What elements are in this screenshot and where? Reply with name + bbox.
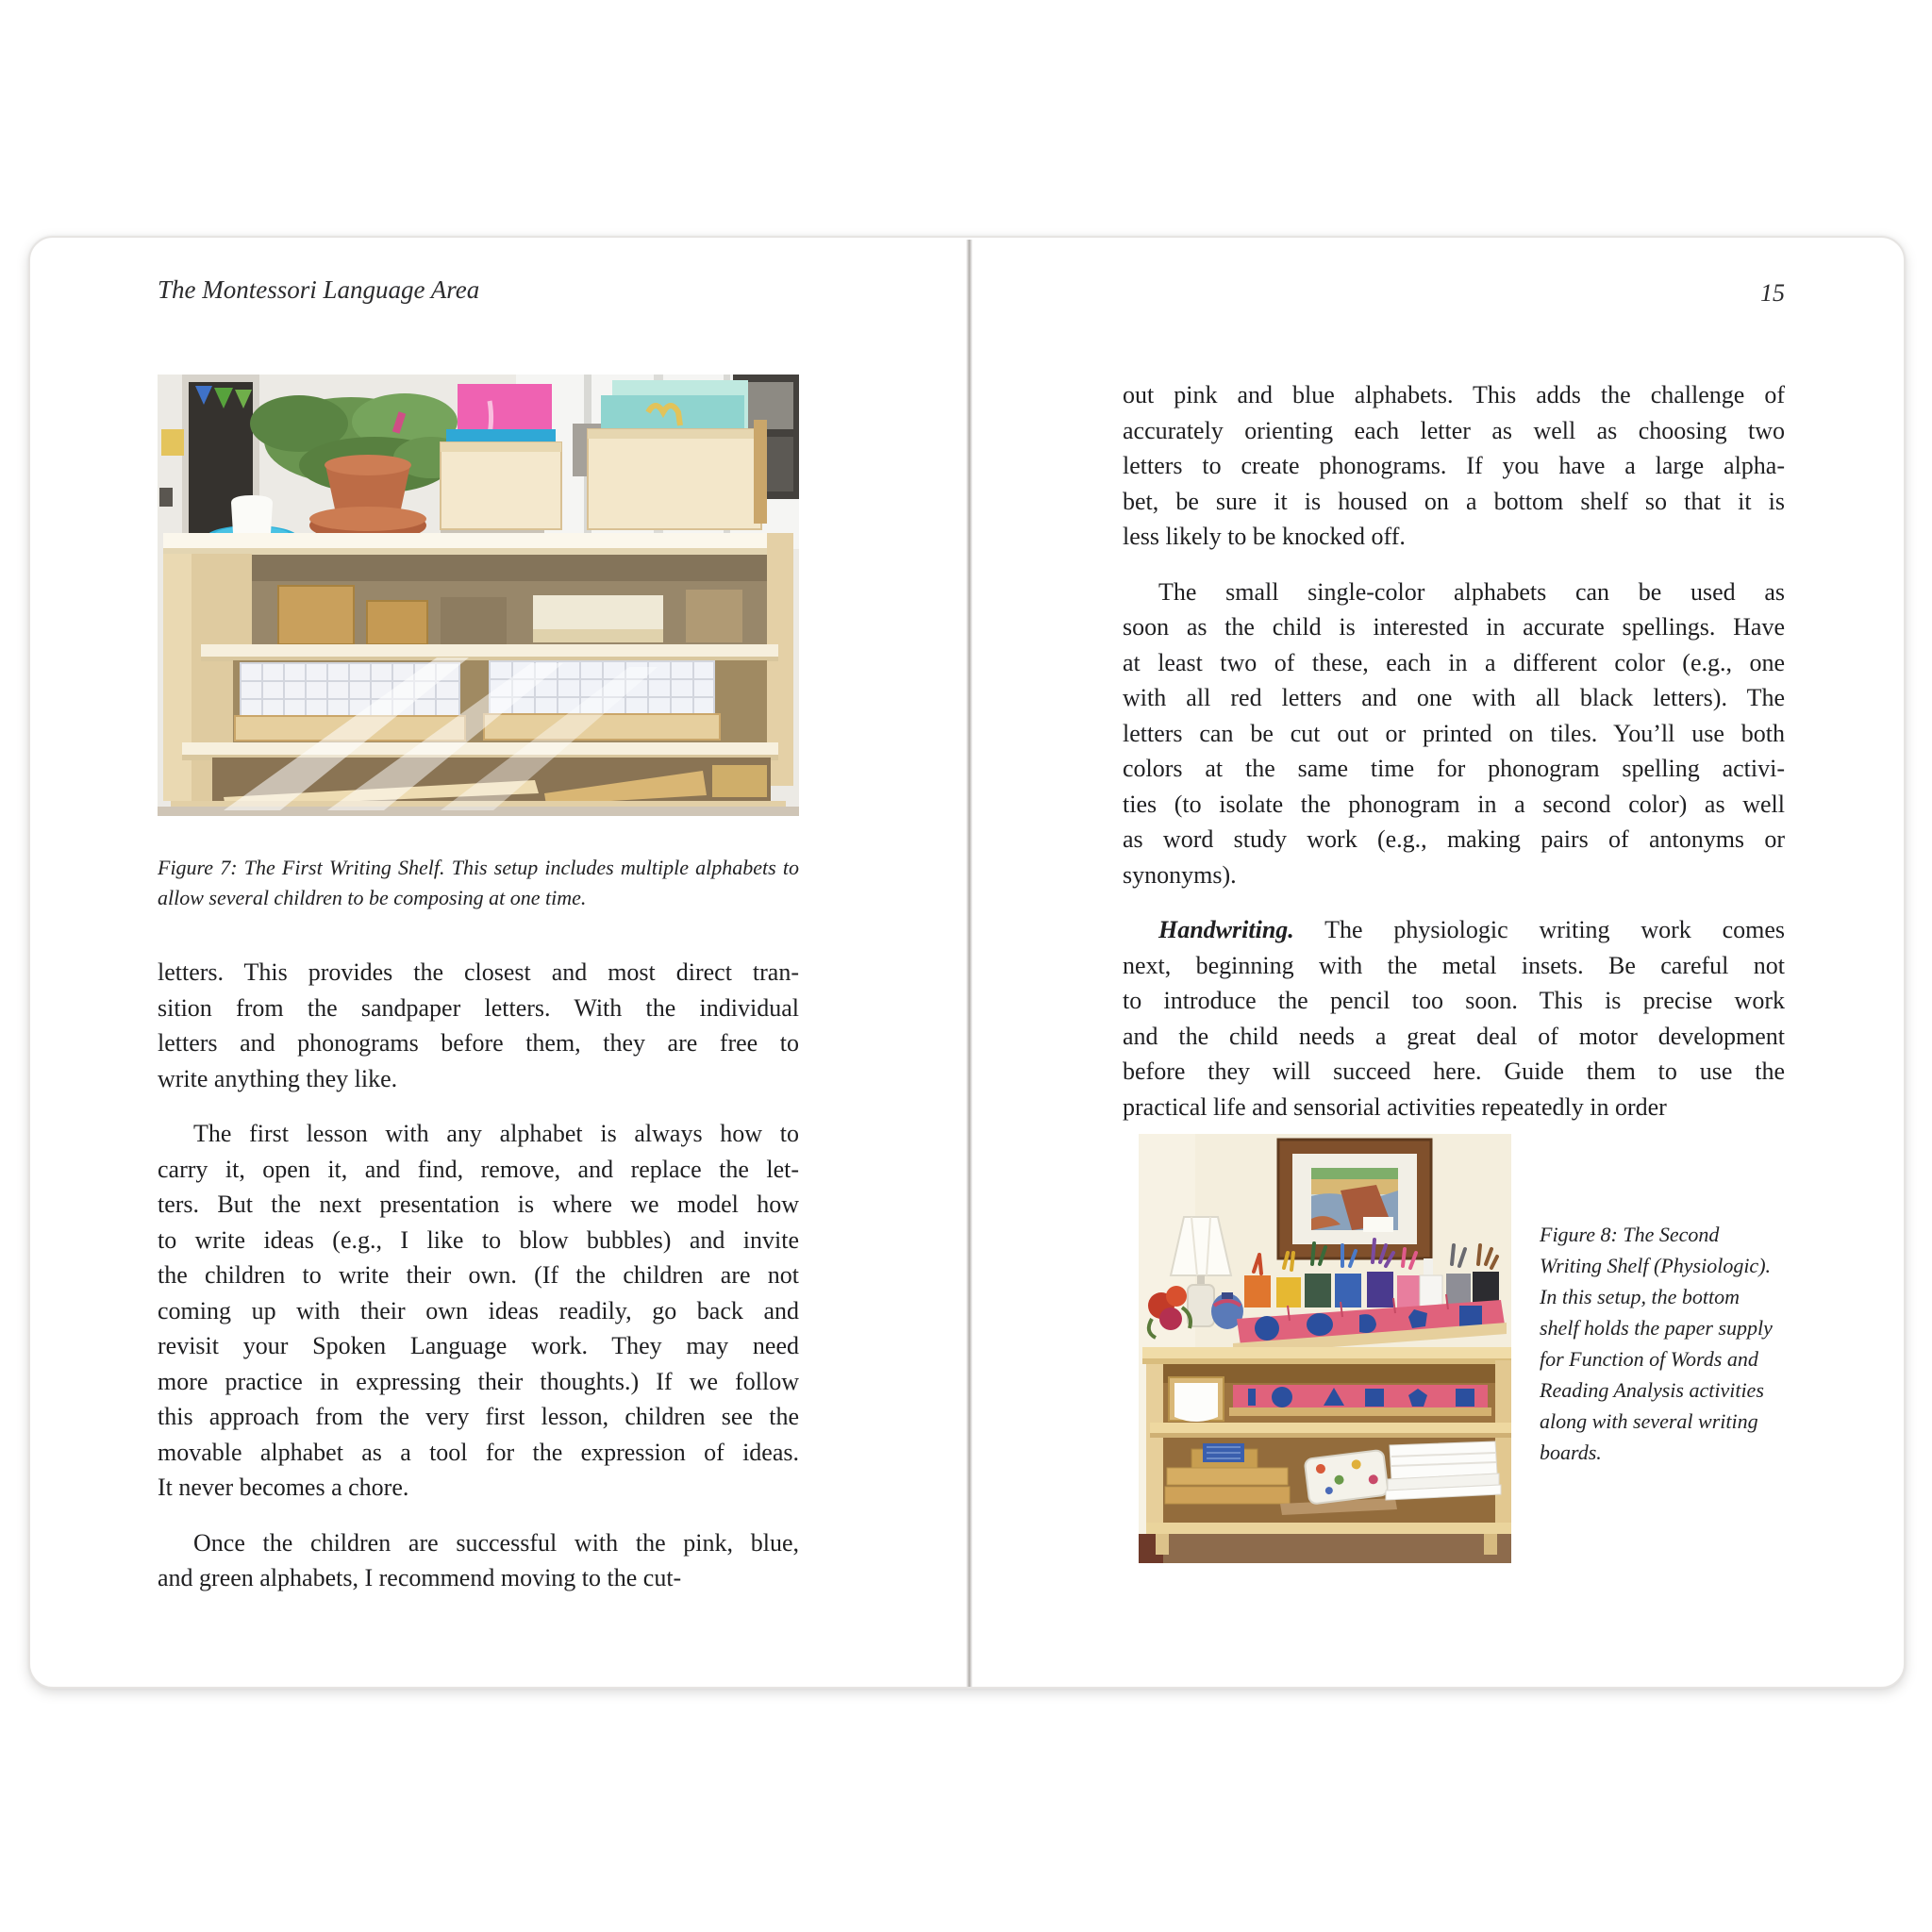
text-line: The first lesson with any alphabet is always how to [193, 1120, 799, 1147]
paragraph [158, 1525, 799, 1596]
paragraph-lead: Handwriting. [1158, 916, 1294, 943]
figure8-photo-illustration [1139, 1134, 1511, 1563]
text-line: soon as the child is interested in accurate spellings. Have [1123, 613, 1785, 641]
caption-line: In this setup, the bottom [1540, 1285, 1740, 1308]
text-line: It never becomes a chore. [158, 1474, 409, 1501]
text-line: bet, be sure it is housed on a bottom shelf so that it is [1123, 487, 1785, 515]
paragraph [158, 1116, 799, 1506]
text-line: synonyms). [1123, 860, 1237, 889]
caption-line: Writing Shelf (Physiologic). [1540, 1254, 1772, 1277]
text-line: more practice in expressing their thoughts.) If we follow [158, 1367, 799, 1395]
text-line: next, beginning with the metal insets. Be careful not [1123, 951, 1785, 979]
caption-line: Figure 7: The First Writing Shelf. This setup includes multiple alphabets to [158, 856, 799, 879]
text-line: letters and phonograms before them, they are free to [158, 1029, 799, 1057]
figure7-photo-illustration [158, 375, 799, 816]
paragraph [1123, 575, 1785, 893]
caption-line: boards. [1540, 1441, 1602, 1464]
text-line: and the child needs a great deal of motor development [1123, 1022, 1785, 1050]
caption-line: Reading Analysis activities [1540, 1378, 1764, 1402]
figure8-photo [1139, 1134, 1511, 1563]
text-line: before they will succeed here. Guide them to use the [1123, 1058, 1785, 1085]
left-page-body [158, 955, 799, 1616]
floral-pencil-box [1305, 1450, 1389, 1505]
text-line: movable alphabet as a tool for the expression of ideas. [158, 1438, 799, 1466]
text-line: Once the children are successful with the pink, blue, [193, 1528, 799, 1557]
paragraph [1123, 912, 1785, 1124]
text-line: this approach from the very first lesson, children see the [158, 1403, 799, 1430]
right-page-body [1123, 377, 1785, 1144]
text-line: coming up with their own ideas readily, go back and [158, 1296, 799, 1324]
text-line: letters to create phonograms. If you have a large alpha- [1123, 452, 1785, 479]
text-line: revisit your Spoken Language work. They may need [158, 1332, 799, 1359]
text-line: at least two of these, each in a different color (e.g., one [1123, 648, 1785, 676]
text-line: with all red letters and one with all black letters). The [1123, 684, 1785, 711]
alphabet-folder-box-2 [588, 380, 767, 529]
text-line: colors at the same time for phonogram spelling activi- [1123, 755, 1785, 782]
book-spread [28, 236, 1906, 1689]
text-line: Handwriting. The physiologic writing work comes [1158, 916, 1785, 943]
text-line: to write ideas (e.g., I like to blow bubbles) and invite [158, 1225, 799, 1254]
book-spine [966, 240, 973, 1687]
text-line: ties (to isolate the phonogram in a second color) as well [1123, 790, 1785, 818]
text-line: letters can be cut out or printed on tiles. You’ll use both [1123, 719, 1785, 747]
text-line: practical life and sensorial activities repeatedly in order [1123, 1092, 1667, 1121]
paper-stack [1386, 1441, 1501, 1500]
text-line: carry it, open it, and find, remove, and replace the let- [158, 1155, 799, 1183]
caption-line: for Function of Words and [1540, 1347, 1758, 1371]
metal-inset-tray-middle [1229, 1385, 1491, 1416]
page-number: 15 [1760, 279, 1785, 307]
text-line: the children to write their own. (If the children are not [158, 1261, 799, 1289]
paper-tray [1169, 1377, 1224, 1422]
text-line: ters. But the next presentation is where we model how [158, 1191, 799, 1218]
text-line: The small single-color alphabets can be used as [1158, 577, 1785, 606]
text-line: to introduce the pencil too soon. This is precise work [1123, 987, 1785, 1014]
figure7-caption [158, 853, 799, 913]
caption-line: Figure 8: The Second [1540, 1223, 1720, 1246]
paragraph [1123, 377, 1785, 555]
caption-line: allow several children to be composing at one time. [158, 886, 587, 909]
text-line: and green alphabets, I recommend moving to the cut- [158, 1564, 682, 1591]
figure7-photo [158, 375, 799, 816]
text-line: as word study work (e.g., making pairs of antonyms or [1123, 825, 1785, 853]
caption-line: shelf holds the paper supply [1540, 1316, 1773, 1340]
text-line: accurately orienting each letter as well as choosing two [1123, 416, 1785, 444]
text-line: letters. This provides the closest and most direct tran- [158, 958, 799, 986]
text-line: sition from the sandpaper letters. With the individual [158, 993, 799, 1022]
text-line: write anything they like. [158, 1064, 398, 1092]
framed-picture [1278, 1140, 1431, 1258]
text-line: less likely to be knocked off. [1123, 523, 1406, 550]
running-header: The Montessori Language Area [158, 275, 480, 304]
figure8-caption [1540, 1219, 1802, 1468]
caption-line: along with several writing [1540, 1409, 1758, 1433]
text-line: out pink and blue alphabets. This adds the challenge of [1123, 381, 1785, 408]
alphabet-folder-box-1 [441, 384, 561, 529]
paragraph [158, 955, 799, 1096]
